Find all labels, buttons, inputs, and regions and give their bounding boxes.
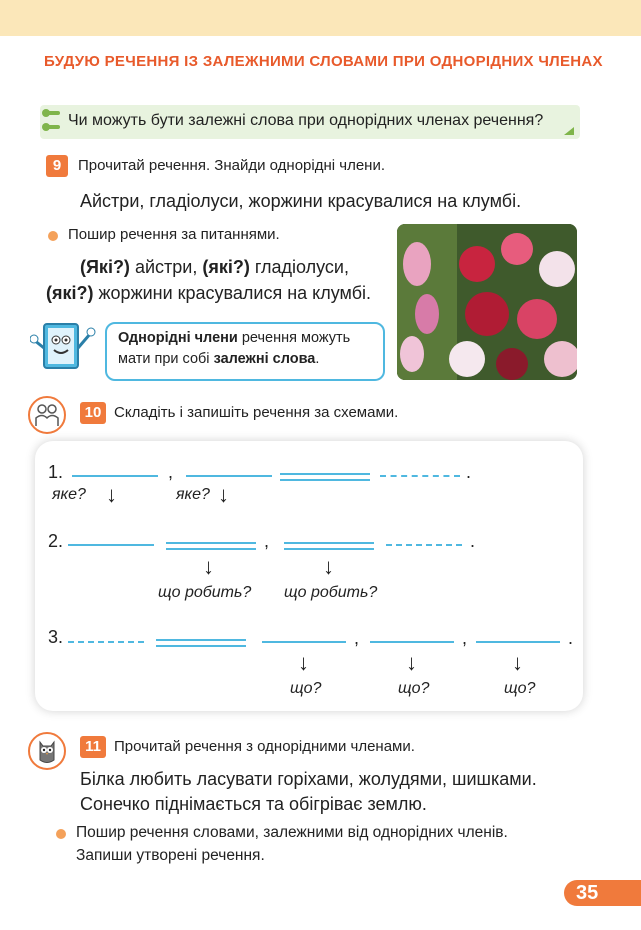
task-number-10: 10: [80, 402, 106, 424]
task11-expand-line1: Пошир речення словами, залежними від однорідних членів.: [76, 824, 508, 841]
schema-line: [476, 641, 560, 643]
question-bold: (які?): [46, 283, 94, 303]
book-mascot-icon: [30, 320, 96, 376]
rule-bold: Однорідні члени: [118, 330, 238, 346]
task9-expand-instruction: Пошир речення за питаннями.: [68, 226, 280, 243]
comma: ,: [462, 628, 468, 648]
corner-triangle: [564, 127, 574, 135]
task9-expand-line2: [46, 283, 371, 304]
schema-dashed-line: [380, 475, 460, 477]
rule-word: речення можуть: [237, 330, 351, 346]
rule-word: мати при собі: [118, 351, 214, 367]
schema-question: яке?: [176, 486, 210, 503]
task11-sentence-1: Білка любить ласувати горіхами, жолудями, шишками.: [80, 769, 537, 789]
schema-line: [186, 475, 272, 477]
section-title: БУДУЮ РЕЧЕННЯ ІЗ ЗАЛЕЖНИМИ СЛОВАМИ ПРИ ОДНОРІДНИХ ЧЛЕНАХ: [44, 53, 603, 70]
arrow-down: ↓: [406, 650, 417, 675]
schema-1-number: 1.: [48, 462, 64, 482]
comma: ,: [168, 462, 174, 482]
arrow-down: ↓: [106, 482, 117, 507]
schema-line: [262, 641, 346, 643]
question-key-icon: [40, 107, 62, 135]
schema-dashed-line: [68, 641, 144, 643]
schema-question: що?: [504, 680, 536, 697]
task-number-11: 11: [80, 736, 106, 758]
page-number: 35: [564, 880, 641, 906]
schema-question: яке?: [52, 486, 86, 503]
schema-2-number: 2.: [48, 531, 64, 551]
task10-instruction: Складіть і запишіть речення за схемами.: [114, 404, 399, 421]
schema-double-line: [284, 542, 374, 550]
pair-work-icon: [28, 396, 66, 434]
schema-dashed-line: [386, 544, 462, 546]
schema-card: [35, 441, 583, 711]
task-number-9: 9: [46, 155, 68, 177]
schema-question: що робить?: [284, 584, 378, 601]
task9-instruction: Прочитай речення. Знайди однорідні члени.: [78, 157, 385, 174]
flowers-photo: [397, 224, 577, 380]
rule-text: [118, 328, 380, 370]
task11-expand-line2: Запиши утворені речення.: [76, 847, 265, 864]
word: жоржини красувалися на клумбі.: [93, 283, 372, 303]
owl-icon: [28, 732, 66, 770]
rule-word: .: [315, 351, 320, 367]
task11-sentence-2: Сонечко піднімається та обігріває землю.: [80, 794, 427, 814]
dot: .: [470, 531, 476, 551]
arrow-down: ↓: [218, 482, 229, 507]
schema-line: [68, 544, 154, 546]
word: айстри,: [129, 257, 203, 277]
arrow-down: ↓: [323, 554, 334, 579]
task9-sentence: Айстри, гладіолуси, жоржини красувалися на клумбі.: [80, 191, 522, 211]
bullet-dot: [56, 829, 66, 839]
schema-question: що?: [290, 680, 322, 697]
comma: ,: [354, 628, 360, 648]
schema-3-number: 3.: [48, 627, 64, 647]
schema-line: [370, 641, 454, 643]
dot: .: [466, 462, 472, 482]
rule-bold: залежні слова: [213, 351, 316, 367]
arrow-down: ↓: [203, 554, 214, 579]
schema-double-line: [156, 639, 246, 647]
schema-question: що?: [398, 680, 430, 697]
bullet-dot: [48, 231, 58, 241]
schema-double-line: [280, 473, 370, 481]
schema-line: [72, 475, 158, 477]
top-color-band: [0, 0, 641, 36]
comma: ,: [264, 531, 270, 551]
schema-question: що робить?: [158, 584, 252, 601]
dot: .: [568, 628, 574, 648]
task9-expand-line1: [80, 257, 349, 278]
task11-instruction: Прочитай речення з однорідними членами.: [114, 738, 415, 755]
arrow-down: ↓: [512, 650, 523, 675]
flowers-image: [397, 224, 577, 380]
question-bold: (які?): [202, 257, 250, 277]
schema-double-line: [166, 542, 256, 550]
arrow-down: ↓: [298, 650, 309, 675]
question-bold: (Які?): [80, 257, 130, 277]
question-text: Чи можуть бути залежні слова при однорідних членах речення?: [68, 112, 544, 129]
word: гладіолуси,: [249, 257, 349, 277]
